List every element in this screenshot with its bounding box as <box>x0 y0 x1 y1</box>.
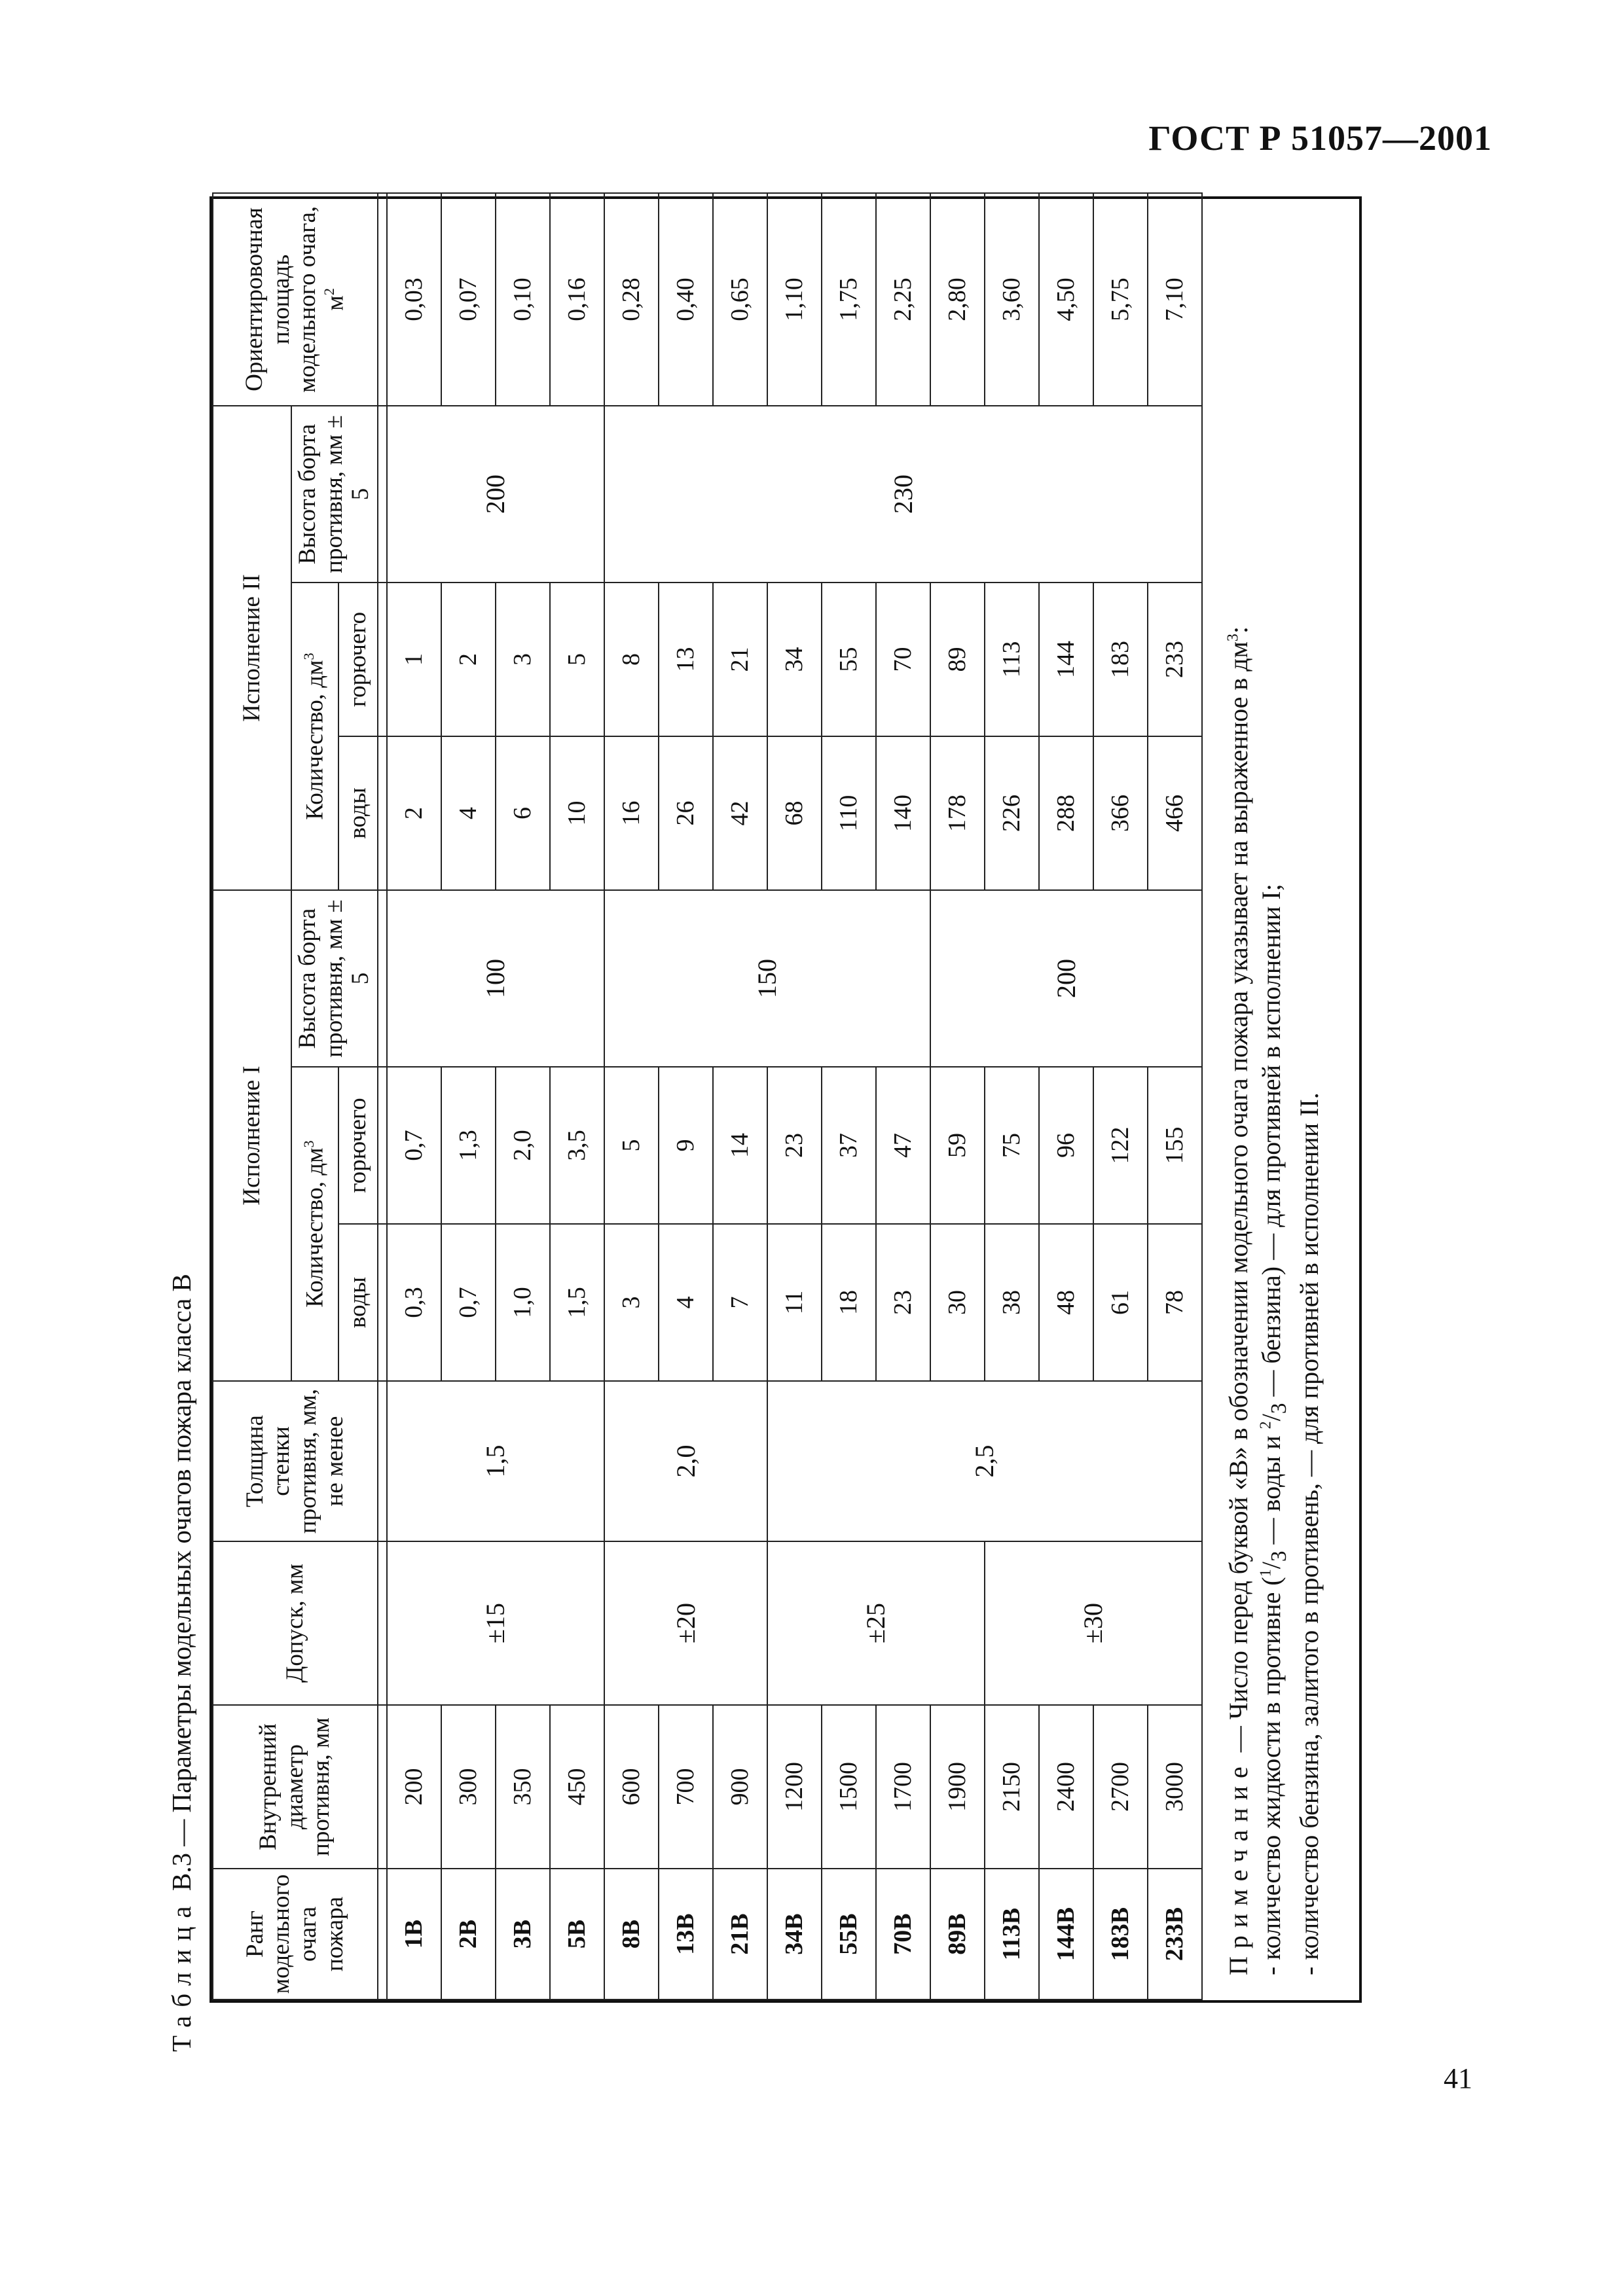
cell-diameter: 900 <box>713 1705 767 1869</box>
header-tolerance: Допуск, мм <box>213 1541 378 1705</box>
cell-ex1-fuel: 9 <box>659 1067 713 1224</box>
cell-ex2-fuel: 183 <box>1093 583 1148 736</box>
header-ex1-fuel: горючего <box>338 1067 378 1224</box>
cell-ex2-fuel: 233 <box>1148 583 1202 736</box>
cell-diameter: 2400 <box>1039 1705 1093 1869</box>
header-area <box>213 193 378 406</box>
cell-area: 0,10 <box>496 193 550 406</box>
cell-ex2-fuel: 5 <box>550 583 604 736</box>
cell-area: 5,75 <box>1093 193 1148 406</box>
cell-rank: 55B <box>822 1869 876 2000</box>
cell-ex2-fuel: 3 <box>496 583 550 736</box>
header-ex1-side-height: Высота борта противня, мм ± 5 <box>291 890 378 1067</box>
cell-diameter: 2700 <box>1093 1705 1148 1869</box>
header-area-exp: 2 <box>321 288 338 296</box>
table-note <box>1203 199 1326 2000</box>
cell-rank: 144B <box>1039 1869 1093 2000</box>
cell-ex1-height: 150 <box>604 890 930 1067</box>
header-spacer <box>378 193 387 406</box>
cell-diameter: 200 <box>387 1705 441 1869</box>
page-number: 41 <box>1444 2062 1472 2094</box>
cell-ex2-fuel: 113 <box>985 583 1039 736</box>
note-intro: — Число перед буквой «В» в обозначении модельного очага пожара указывает на выраженное в дм <box>1224 641 1253 1759</box>
cell-ex1-fuel: 2,0 <box>496 1067 550 1224</box>
header-spacer <box>378 1869 387 2000</box>
cell-ex1-fuel: 1,3 <box>441 1067 496 1224</box>
note-line2-a: - количество жидкости в противне ( <box>1256 1577 1286 1975</box>
header-area-text: Ориентировочная площадь модельного очага, м <box>240 206 349 393</box>
cell-thickness: 2,5 <box>767 1381 1202 1541</box>
cell-thickness: 2,0 <box>604 1381 767 1541</box>
cell-rank: 70B <box>876 1869 930 2000</box>
cell-rank: 183B <box>1093 1869 1148 2000</box>
cell-ex1-fuel: 59 <box>930 1067 985 1224</box>
cell-ex2-water: 226 <box>985 736 1039 890</box>
cell-tolerance: ±15 <box>387 1541 604 1705</box>
note-frac2-den: 3 <box>1267 1403 1291 1414</box>
cell-diameter: 350 <box>496 1705 550 1869</box>
cell-ex2-water: 288 <box>1039 736 1093 890</box>
cell-rank: 5B <box>550 1869 604 2000</box>
cell-ex1-fuel: 75 <box>985 1067 1039 1224</box>
cell-ex2-water: 110 <box>822 736 876 890</box>
cell-ex1-water: 0,7 <box>441 1224 496 1381</box>
cell-diameter: 600 <box>604 1705 659 1869</box>
cell-ex1-fuel: 3,5 <box>550 1067 604 1224</box>
cell-ex1-fuel: 155 <box>1148 1067 1202 1224</box>
cell-ex2-fuel: 1 <box>387 583 441 736</box>
note-line2-b: — воды и <box>1256 1429 1286 1551</box>
cell-ex1-water: 48 <box>1039 1224 1093 1381</box>
header-spacer <box>378 1067 387 1224</box>
cell-ex2-water: 140 <box>876 736 930 890</box>
cell-ex1-height: 100 <box>387 890 604 1067</box>
cell-ex1-fuel: 5 <box>604 1067 659 1224</box>
header-ex2-quantity-text: Количество, дм <box>301 660 329 820</box>
header-ex2-quantity-exp: 3 <box>300 653 317 660</box>
table-row <box>387 193 441 2000</box>
cell-diameter: 1700 <box>876 1705 930 1869</box>
header-spacer <box>378 736 387 890</box>
cell-rank: 2B <box>441 1869 496 2000</box>
cell-ex2-water: 42 <box>713 736 767 890</box>
cell-area: 4,50 <box>1039 193 1093 406</box>
cell-ex2-fuel: 2 <box>441 583 496 736</box>
cell-area: 0,65 <box>713 193 767 406</box>
header-spacer <box>378 1224 387 1381</box>
cell-diameter: 300 <box>441 1705 496 1869</box>
cell-rank: 3B <box>496 1869 550 2000</box>
header-ex2-side-height: Высота борта противня, мм ± 5 <box>291 406 378 583</box>
cell-rank: 113B <box>985 1869 1039 2000</box>
cell-ex1-fuel: 47 <box>876 1067 930 1224</box>
cell-diameter: 450 <box>550 1705 604 1869</box>
cell-rank: 34B <box>767 1869 822 2000</box>
note-label: Примечание <box>1224 1759 1253 1975</box>
cell-ex2-water: 16 <box>604 736 659 890</box>
table-caption <box>154 196 210 2052</box>
cell-rank: 1B <box>387 1869 441 2000</box>
cell-ex1-height: 200 <box>930 890 1202 1067</box>
caption-label: Таблица <box>166 1897 196 2052</box>
cell-diameter: 1500 <box>822 1705 876 1869</box>
cell-ex2-water: 178 <box>930 736 985 890</box>
header-ex1-water: воды <box>338 1224 378 1381</box>
cell-area: 0,03 <box>387 193 441 406</box>
cell-ex2-fuel: 70 <box>876 583 930 736</box>
cell-ex2-water: 6 <box>496 736 550 890</box>
header-ex2-water: воды <box>338 736 378 890</box>
cell-ex1-water: 78 <box>1148 1224 1202 1381</box>
cell-rank: 21B <box>713 1869 767 2000</box>
cell-tolerance: ±25 <box>767 1541 985 1705</box>
note-line-2: - количество жидкости в противне ($^1/_3$ — воды и $^2/_3$ — бензина) — для противней в исполнении I; <box>1256 884 1291 1975</box>
cell-diameter: 1900 <box>930 1705 985 1869</box>
note-line2-c: — бензина) — для противней в исполнении I; <box>1256 884 1286 1403</box>
cell-ex1-water: 23 <box>876 1224 930 1381</box>
cell-diameter: 2150 <box>985 1705 1039 1869</box>
header-spacer <box>378 406 387 583</box>
cell-ex2-water: 2 <box>387 736 441 890</box>
note-frac1-den: 3 <box>1267 1551 1291 1562</box>
cell-area: 2,25 <box>876 193 930 406</box>
cell-ex1-fuel: 0,7 <box>387 1067 441 1224</box>
table-row <box>604 193 659 2000</box>
cell-ex1-water: 1,0 <box>496 1224 550 1381</box>
cell-area: 1,75 <box>822 193 876 406</box>
cell-ex2-fuel: 55 <box>822 583 876 736</box>
header-ex2-quantity <box>291 583 338 890</box>
cell-ex1-fuel: 23 <box>767 1067 822 1224</box>
cell-ex1-water: 4 <box>659 1224 713 1381</box>
cell-tolerance: ±20 <box>604 1541 767 1705</box>
cell-ex1-water: 11 <box>767 1224 822 1381</box>
note-line-1 <box>1222 199 1255 1975</box>
cell-area: 0,16 <box>550 193 604 406</box>
header-spacer <box>378 1541 387 1705</box>
cell-ex1-fuel: 14 <box>713 1067 767 1224</box>
cell-ex1-water: 7 <box>713 1224 767 1381</box>
header-execution-2: Исполнение II <box>213 406 291 890</box>
cell-thickness: 1,5 <box>387 1381 604 1541</box>
cell-ex1-water: 1,5 <box>550 1224 604 1381</box>
cell-ex2-water: 10 <box>550 736 604 890</box>
header-ex1-quantity-exp: 3 <box>300 1140 317 1148</box>
document-header: ГОСТ Р 51057—2001 <box>1148 118 1492 158</box>
cell-ex1-water: 3 <box>604 1224 659 1381</box>
cell-ex2-water: 466 <box>1148 736 1202 890</box>
cell-ex1-fuel: 37 <box>822 1067 876 1224</box>
rotated-table-block <box>154 196 1362 2052</box>
header-diameter: Внутренний диаметр противня, мм <box>213 1705 378 1869</box>
cell-ex1-fuel: 96 <box>1039 1067 1093 1224</box>
cell-rank: 89B <box>930 1869 985 2000</box>
note-frac2-num: 2 <box>1257 1421 1275 1429</box>
cell-ex1-water: 38 <box>985 1224 1039 1381</box>
cell-ex2-fuel: 144 <box>1039 583 1093 736</box>
cell-ex2-fuel: 89 <box>930 583 985 736</box>
cell-diameter: 1200 <box>767 1705 822 1869</box>
header-ex2-fuel: горючего <box>338 583 378 736</box>
header-spacer <box>378 890 387 1067</box>
cell-ex2-fuel: 34 <box>767 583 822 736</box>
cell-ex1-water: 61 <box>1093 1224 1148 1381</box>
cell-area: 1,10 <box>767 193 822 406</box>
cell-area: 0,40 <box>659 193 713 406</box>
note-line-3: - количество бензина, залитого в противень, — для противней в исполнении II. <box>1294 1092 1324 1975</box>
cell-ex2-fuel: 8 <box>604 583 659 736</box>
cell-ex1-water: 18 <box>822 1224 876 1381</box>
note-intro-end: : <box>1224 626 1253 634</box>
cell-ex2-water: 68 <box>767 736 822 890</box>
header-spacer <box>378 583 387 736</box>
cell-area: 0,07 <box>441 193 496 406</box>
cell-area: 0,28 <box>604 193 659 406</box>
cell-ex2-water: 366 <box>1093 736 1148 890</box>
cell-rank: 8B <box>604 1869 659 2000</box>
cell-ex1-water: 0,3 <box>387 1224 441 1381</box>
header-execution-1: Исполнение I <box>213 890 291 1381</box>
cell-tolerance: ±30 <box>985 1541 1202 1705</box>
cell-rank: 13B <box>659 1869 713 2000</box>
header-thickness: Толщина стенки противня, мм, не менее <box>213 1381 378 1541</box>
header-spacer <box>378 1705 387 1869</box>
cell-ex2-height: 230 <box>604 406 1202 583</box>
cell-ex2-water: 4 <box>441 736 496 890</box>
parameters-table <box>212 192 1203 2000</box>
cell-diameter: 700 <box>659 1705 713 1869</box>
cell-ex1-fuel: 122 <box>1093 1067 1148 1224</box>
cell-ex2-water: 26 <box>659 736 713 890</box>
cell-area: 2,80 <box>930 193 985 406</box>
header-ex1-quantity-text: Количество, дм <box>301 1147 329 1308</box>
note-frac1-num: 1 <box>1257 1569 1275 1577</box>
cell-area: 3,60 <box>985 193 1039 406</box>
table-frame <box>210 196 1362 2003</box>
cell-ex2-fuel: 13 <box>659 583 713 736</box>
cell-ex2-height: 200 <box>387 406 604 583</box>
header-ex1-quantity <box>291 1067 338 1381</box>
cell-ex2-fuel: 21 <box>713 583 767 736</box>
caption-text: В.3 — Параметры модельных очагов пожара класса В <box>166 1274 196 1898</box>
header-rank: Ранг модельного очага пожара <box>213 1869 378 2000</box>
cell-diameter: 3000 <box>1148 1705 1202 1869</box>
cell-rank: 233B <box>1148 1869 1202 2000</box>
cell-ex1-water: 30 <box>930 1224 985 1381</box>
note-intro-exp: 3 <box>1224 634 1242 642</box>
header-spacer <box>378 1381 387 1541</box>
cell-area: 7,10 <box>1148 193 1202 406</box>
